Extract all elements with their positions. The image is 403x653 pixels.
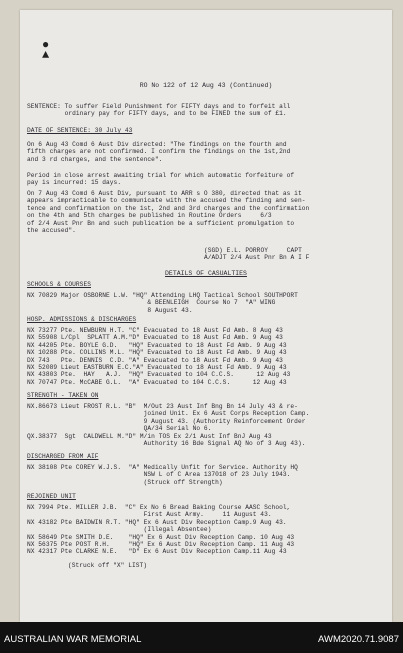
list-item: 8 August 43.	[27, 306, 193, 314]
strength-list	[27, 403, 309, 447]
para3-line: on the 4th and 5th charges be published in Routine Orders 6/3	[27, 212, 272, 220]
struck-off-note: (Struck off "X" LIST)	[68, 562, 148, 569]
para3-line: On 7 Aug 43 Comd 6 Aust Div, pursuant to ARR s O 380, directed that as it	[27, 190, 302, 197]
para1-line: and 3 rd charges, and the sentence".	[27, 155, 163, 163]
list-item: (Struck off Strength)	[27, 478, 223, 486]
details-heading: DETAILS OF CASUALTIES	[165, 270, 247, 277]
strength-heading: STRENGTH - TAKEN ON	[27, 392, 99, 399]
hosp-heading: HOSP. ADMISSIONS & DISCHARGES	[27, 316, 137, 323]
signature-block	[204, 247, 309, 262]
list-item: NX 7994 Pte. MILLER J.B. "C" Ex No 6 Bread Baking Course AASC School,	[27, 504, 291, 511]
para3-line: the accused".	[27, 227, 76, 235]
document-title: RO No 122 of 12 Aug 43 (Continued)	[139, 82, 273, 89]
schools-heading: SCHOOLS & COURSES	[27, 281, 91, 288]
footer-institution: AUSTRALIAN WAR MEMORIAL	[4, 634, 142, 645]
list-item: QX.38377 Sgt CALDWELL M."D" M/in TOS Ex 2/1 Aust Inf BnJ Aug 43	[27, 432, 272, 440]
para1-line: On 6 Aug 43 Comd 6 Aust Div directed: "The findings on the fourth and	[27, 141, 287, 148]
list-item: 9 August 43. (Authority Reinforcement Order	[27, 417, 306, 425]
list-item: & BEENLEIGH Course No 7 "A" WING	[27, 299, 276, 307]
hosp-list	[27, 327, 290, 386]
para3-line: appears impracticable to communicate with the accused the finding and sen-	[27, 197, 306, 205]
list-item: NSW L of C Area 137018 of 23 July 1943.	[27, 471, 291, 479]
para3-line: of 2/4 Aust Pnr Bn and such publication be a sufficient promulgation to	[27, 219, 295, 227]
date-of-sentence: DATE OF SENTENCE: 30 July 43	[27, 127, 133, 134]
list-item: joined Unit. Ex 6 Aust Corps Reception Camp.	[27, 410, 310, 418]
signature-line: (SGD) E.L. PORROY CAPT	[204, 247, 302, 254]
rejoined-list	[27, 504, 294, 556]
list-item: NX 43182 Pte BAIDWIN R.T. "HQ" Ex 6 Aust Div Reception Camp.9 Aug 43.	[27, 518, 287, 526]
signature-line: A/ADJT 2/4 Aust Pnr Bn A I F	[204, 254, 310, 262]
sentence-block	[27, 103, 290, 118]
list-item: NX 55908 L/Cpl SPLATT A.M."D" Evacuated to 18 Aust Fd Amb. 9 Aug 43	[27, 334, 283, 342]
para1-line: fifth charges are not confirmed. I confirm the findings on the 1st,2nd	[27, 148, 291, 156]
rejoined-heading: REJOINED UNIT	[27, 493, 76, 500]
para2-line: pay is incurred: 15 days.	[27, 179, 122, 187]
list-item: NX 58649 Pte SMITH D.E. "HQ" Ex 6 Aust Div Reception Camp. 10 Aug 43	[27, 533, 295, 541]
list-item: NX 38108 Pte COREY W.J.S. "A" Medically Unfit for Service. Authority HQ	[27, 464, 298, 471]
list-item: Authority 16 Bde Signal AQ No of 3 Aug 43).	[27, 440, 306, 448]
discharged-heading: DISCHARGED FROM AIF	[27, 453, 99, 460]
punch-hole-mark: ● ▲	[42, 38, 50, 62]
sentence-line-2: ordinary pay for FIFTY days, and to be FINED the sum of £1.	[27, 110, 287, 118]
para2-line: Period in close arrest awaiting trial for which automatic forfeiture of	[27, 172, 295, 179]
list-item: NX 52089 Lieut EASTBURN E.C."A" Evacuated to 18 Aust Fd Amb. 9 Aug 43	[27, 364, 287, 372]
list-item: DX 743 Pte. DENNIS C.D. "A" Evacuated to 18 Aust Fd Amb. 9 Aug 43	[27, 356, 283, 364]
list-item: QA/34 Serial No 6.	[27, 425, 212, 433]
list-item: NX 56375 Pte POST R.H. "HQ" Ex 6 Aust Div Reception Camp. 11 Aug 43	[27, 541, 295, 549]
footer-accession-number: AWM2020.71.9087	[318, 634, 399, 645]
list-item: NX 43803 Pte. HAY A.J. "HQ" Evacuated to 104 C.C.S. 12 Aug 43	[27, 371, 291, 379]
confirmation-paragraph	[27, 141, 290, 163]
footer-bar	[0, 622, 403, 653]
list-item: NX 10288 Pte. COLLINS M.L. "HQ" Evacuated to 18 Aust Fd Amb. 9 Aug 43	[27, 349, 287, 357]
list-item: NX 70829 Major OSBORNE L.W. "HQ" Attending LHQ Tactical School SOUTHPORT	[27, 292, 298, 299]
list-item: NX 73277 Pte. NEWBURN H.T. "C" Evacuated to 18 Aust Fd Amb. 8 Aug 43	[27, 327, 283, 334]
publication-paragraph	[27, 190, 309, 234]
list-item: NX 44205 Pte. BOYLE G.D. "HQ" Evacuated to 18 Aust Fd Amb. 9 Aug 43	[27, 341, 287, 349]
schools-list	[27, 292, 298, 314]
sentence-line-1: SENTENCE: To suffer Field Punishment for FIFTY days and to forfeit all	[27, 103, 291, 110]
list-item: NX 42317 Pte CLARKE N.E. "D" Ex 6 Aust Div Reception Camp.11 Aug 43	[27, 548, 287, 556]
discharged-list	[27, 464, 298, 486]
arrest-paragraph	[27, 172, 294, 187]
list-item: (Illegal Absentee)	[27, 526, 212, 534]
document-page	[20, 10, 392, 622]
list-item: NX.86673 Lieut FROST R.L. "B" M/Out 23 Aust Inf Bng Bn 14 July 43 & re-	[27, 403, 298, 410]
list-item: NX 70747 Pte. McCABE G.L. "A" Evacuated to 104 C.C.S. 12 Aug 43	[27, 378, 287, 386]
para3-line: tence and confirmation on the 1st, 2nd and 3rd charges and the confirmation	[27, 204, 310, 212]
list-item: First Aust Army. 11 August 43.	[27, 511, 272, 519]
